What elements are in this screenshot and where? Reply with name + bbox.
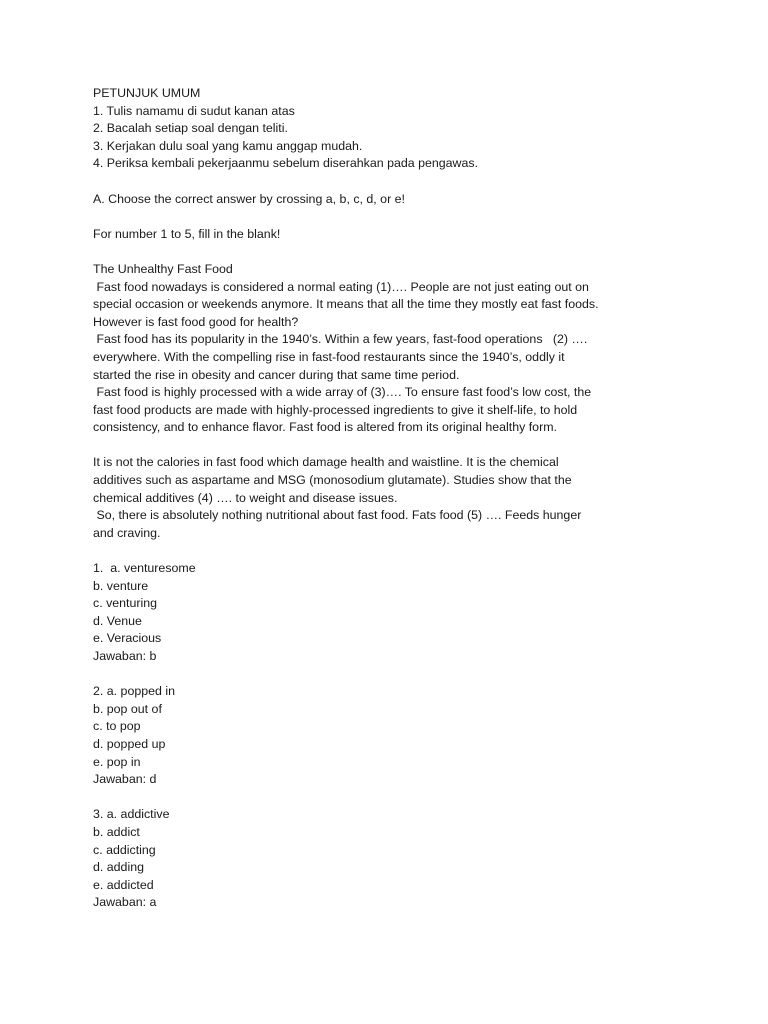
passage-line: everywhere. With the compelling rise in fast-food restaurants since the 1940’s, oddly it [93,349,565,364]
instruction-item: 1. Tulis namamu di sudut kanan atas [93,103,295,118]
passage-line: It is not the calories in fast food which damage health and waistline. It is the chemical [93,455,559,470]
section-a-instruction: A. Choose the correct answer by crossing a, b, c, d, or e! [93,191,405,206]
question-option: d. Venue [93,613,142,628]
spacer [93,208,693,226]
spacer [93,243,693,261]
passage-line: So, there is absolutely nothing nutritional about fast food. Fats food (5) …. Feeds hunger [93,508,582,523]
instruction-item: 2. Bacalah setiap soal dengan teliti. [93,121,288,136]
passage-line: and craving. [93,525,161,540]
passage-line: Fast food has its popularity in the 1940’s. Within a few years, fast-food operations (2) …. [93,332,588,347]
passage-line: Fast food nowadays is considered a normal eating (1)…. People are not just eating out on [93,279,589,294]
question-option: e. addicted [93,877,154,892]
spacer [93,173,693,191]
question-option: 2. a. popped in [93,684,175,699]
question-3 [93,806,693,912]
passage-line: Fast food is highly processed with a wide array of (3)…. To ensure fast food’s low cost, the [93,385,592,400]
question-2 [93,683,693,789]
document-page [93,85,693,912]
question-option: 1. a. venturesome [93,561,196,576]
question-option: e. pop in [93,754,141,769]
question-option: 3. a. addictive [93,807,170,822]
question-answer: Jawaban: a [93,895,157,910]
passage-line: additives such as aspartame and MSG (monosodium glutamate). Studies show that the [93,473,572,488]
spacer [93,437,693,455]
instruction-item: 4. Periksa kembali pekerjaanmu sebelum diserahkan pada pengawas. [93,156,479,171]
passage-line: chemical additives (4) …. to weight and disease issues. [93,490,398,505]
question-answer: Jawaban: d [93,772,157,787]
passage-line: started the rise in obesity and cancer during that same time period. [93,367,460,382]
passage-line: However is fast food good for health? [93,314,299,329]
passage [93,261,693,543]
question-option: b. venture [93,578,149,593]
passage-title: The Unhealthy Fast Food [93,261,233,276]
instructions-heading: PETUNJUK UMUM [93,86,201,100]
spacer [93,666,693,684]
fill-instruction: For number 1 to 5, fill in the blank! [93,226,281,241]
passage-line: consistency, and to enhance flavor. Fast food is altered from its original healthy form. [93,420,557,435]
question-option: d. popped up [93,736,166,751]
question-1 [93,560,693,666]
question-answer: Jawaban: b [93,649,157,663]
question-option: c. to pop [93,719,141,734]
question-option: d. adding [93,860,144,875]
question-option: b. addict [93,824,140,839]
question-option: c. venturing [93,596,158,611]
spacer [93,789,693,807]
question-option: e. Veracious [93,631,162,646]
passage-line: special occasion or weekends anymore. It means that all the time they mostly eat fast foods. [93,297,599,312]
instructions-block [93,85,693,173]
passage-line: fast food products are made with highly-processed ingredients to give it shelf-life, to hold [93,402,578,417]
spacer [93,542,693,560]
question-option: b. pop out of [93,701,162,716]
question-option: c. addicting [93,842,156,857]
instruction-item: 3. Kerjakan dulu soal yang kamu anggap mudah. [93,138,363,153]
